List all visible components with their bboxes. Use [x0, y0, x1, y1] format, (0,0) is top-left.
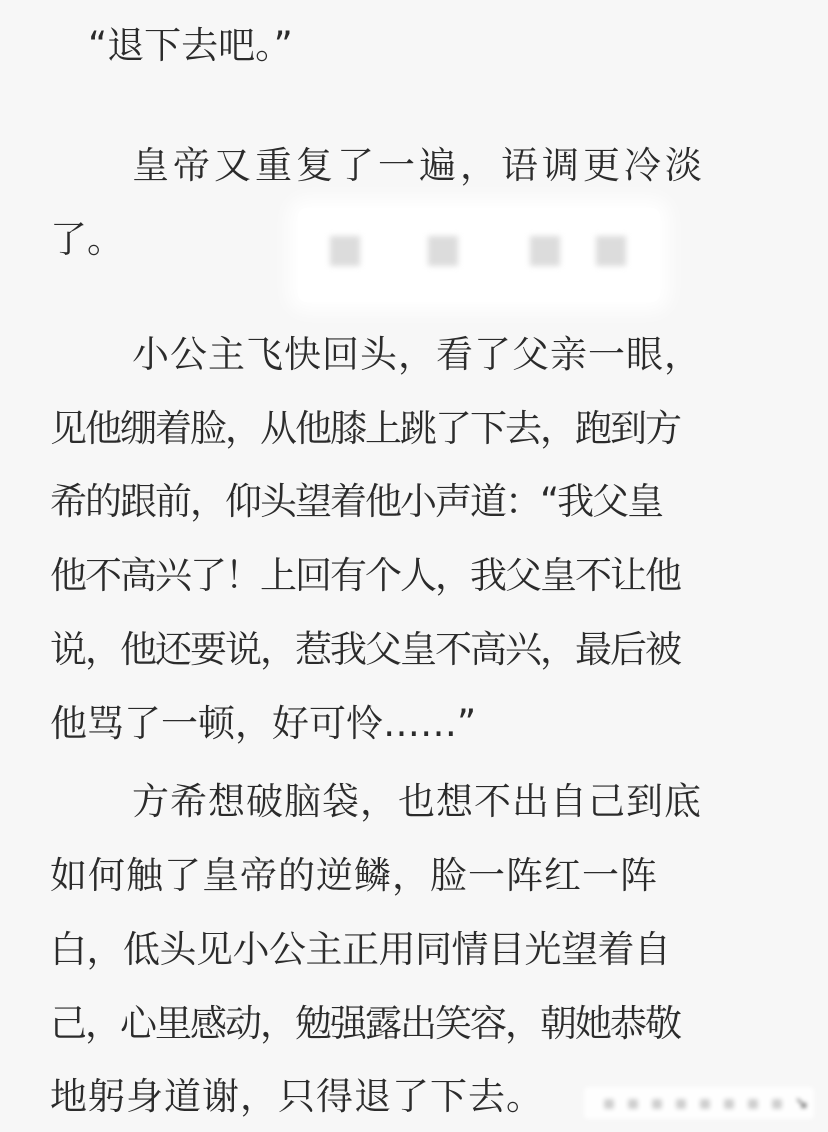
line-text: 说，他还要说，惹我父皇不高兴，最后被 [50, 628, 680, 671]
text-line [0, 767, 828, 837]
line-text: 己，心里感动，勉强露出笑容，朝她恭敬 [50, 1002, 680, 1045]
redacted-blur-block [298, 208, 660, 302]
diagonal-arrow-icon: ↘ [794, 1093, 808, 1112]
text-line [0, 467, 828, 537]
text-line [0, 915, 828, 985]
line-text: “退下去吧。” [88, 24, 293, 67]
text-line [0, 541, 828, 611]
text-line [0, 989, 828, 1059]
line-text: 如何触了皇帝的逆鳞，脸一阵红一阵 [50, 854, 658, 897]
line-text: 方希想破脑袋，也想不出自己到底 [132, 780, 702, 823]
watermark [584, 1087, 814, 1119]
text-line [0, 689, 828, 759]
line-text: 了。 [50, 218, 124, 261]
text-line [0, 131, 828, 201]
text-line [0, 841, 828, 911]
line-text: 他不高兴了！上回有个人，我父皇不让他 [50, 554, 680, 597]
line-text: 地躬身道谢，只得退了下去。 [50, 1075, 544, 1118]
line-text: 白，低头见小公主正用同情目光望着自 [50, 928, 671, 971]
line-text: 皇帝又重复了一遍，语调更冷淡 [132, 144, 706, 187]
text-line [0, 11, 828, 81]
text-line [0, 615, 828, 685]
line-text: 小公主飞快回头，看了父亲一眼， [132, 333, 702, 376]
text-line [0, 394, 828, 464]
line-text: 他骂了一顿，好可怜……” [50, 702, 477, 745]
line-text: 见他绷着脸，从他膝上跳了下去，跑到方 [50, 407, 680, 450]
line-text: 希的跟前，仰头望着他小声道：“我父皇 [50, 480, 663, 523]
text-line [0, 320, 828, 390]
